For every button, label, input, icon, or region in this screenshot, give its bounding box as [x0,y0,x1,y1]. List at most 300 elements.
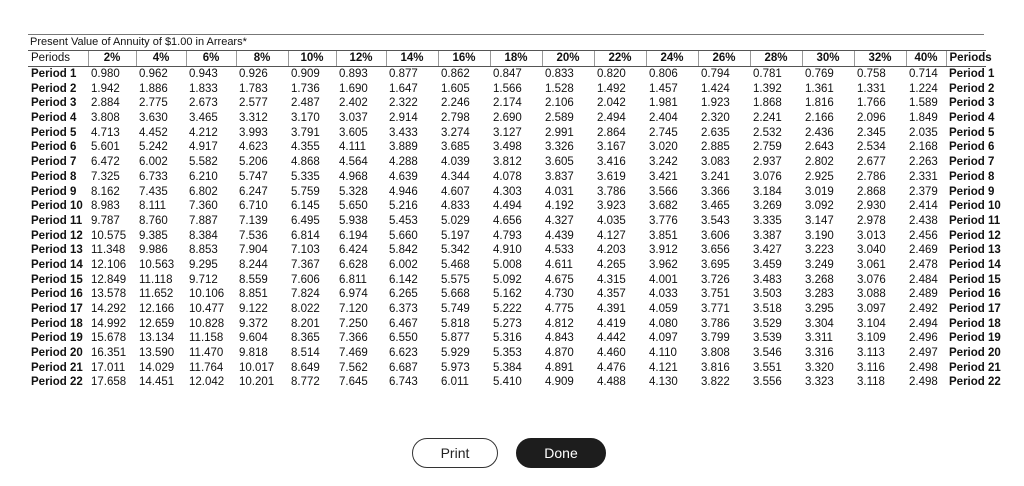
column-header-rate: 8% [236,51,288,67]
table-cell: 2.166 [805,112,834,125]
table-cell: 3.465 [189,112,218,125]
table-row [28,96,986,111]
table-cell: 5.328 [339,185,368,198]
table-cell: 7.360 [189,200,218,213]
row-label-left: Period 18 [31,317,83,330]
table-cell: 2.484 [909,273,938,286]
table-cell: 5.575 [441,273,470,286]
table-cell: 4.870 [545,347,574,360]
row-label-left: Period 14 [31,258,83,271]
table-cell: 3.630 [139,112,168,125]
table-row [28,346,986,361]
table-row [28,302,986,317]
row-label-right: Period 2 [949,82,995,95]
table-cell: 3.116 [857,361,885,374]
table-cell: 8.772 [291,376,320,389]
table-cell: 3.786 [597,185,626,198]
table-cell: 6.002 [389,258,418,271]
table-cell: 4.968 [339,170,368,183]
table-cell: 2.759 [753,141,782,154]
table-cell: 4.452 [139,126,168,139]
row-label-left: Period 17 [31,303,83,316]
table-cell: 6.265 [389,288,418,301]
table-cell: 2.402 [339,97,368,110]
row-label-right: Period 3 [949,97,995,110]
table-cell: 17.658 [91,376,127,389]
table-cell: 2.864 [597,126,626,139]
table-row [28,155,986,170]
table-cell: 14.292 [91,303,127,316]
table-cell: 3.242 [649,156,678,169]
column-header-rate: 6% [186,51,236,67]
column-header-rate: 14% [386,51,438,67]
table-cell: 3.551 [753,361,782,374]
table-cell: 14.992 [91,317,127,330]
table-cell: 3.556 [753,376,782,389]
row-label-right: Period 4 [949,112,995,125]
table-cell: 5.410 [493,376,522,389]
table-cell: 0.847 [493,68,522,81]
table-cell: 3.326 [545,141,574,154]
table-body [28,66,1001,390]
row-label-right: Period 15 [949,273,1001,286]
table-cell: 3.020 [649,141,678,154]
table-cell: 4.442 [597,332,626,345]
table-cell: 4.039 [441,156,470,169]
table-cell: 3.249 [805,258,834,271]
table-cell: 4.288 [389,156,418,169]
row-label-left: Period 9 [31,185,77,198]
table-cell: 3.808 [701,347,730,360]
table-cell: 9.295 [189,258,218,271]
row-label-left: Period 20 [31,347,83,360]
table-cell: 1.392 [753,82,782,95]
table-cell: 2.690 [493,112,522,125]
table-cell: 4.203 [597,244,626,257]
table-cell: 2.096 [857,112,886,125]
row-label-right: Period 18 [949,317,1001,330]
table-cell: 3.812 [493,156,522,169]
table-cell: 5.216 [389,200,418,213]
table-cell: 7.645 [339,376,368,389]
table-cell: 4.564 [339,156,368,169]
table-cell: 1.886 [139,82,168,95]
table-cell: 2.534 [857,141,886,154]
table-cell: 9.385 [139,229,168,242]
table-cell: 2.786 [857,170,886,183]
table-cell: 7.103 [291,244,320,257]
table-cell: 2.331 [909,170,938,183]
row-label-right: Period 8 [949,170,995,183]
table-cell: 2.436 [805,126,834,139]
table-cell: 2.745 [649,126,678,139]
table-cell: 1.766 [857,97,886,110]
table-cell: 1.736 [291,82,320,95]
table-cell: 4.315 [597,273,626,286]
table-cell: 8.853 [189,244,218,257]
table-cell: 4.812 [545,317,574,330]
table-cell: 0.943 [189,68,218,81]
table-caption: Present Value of Annuity of $1.00 in Arrears* [28,34,984,50]
table-cell: 0.769 [805,68,834,81]
table-cell: 9.787 [91,214,120,227]
table-cell: 3.808 [91,112,120,125]
table-cell: 3.695 [701,258,730,271]
table-cell: 3.037 [339,112,368,125]
row-label-left: Period 8 [31,170,77,183]
table-cell: 2.469 [909,244,938,257]
table-cell: 5.842 [389,244,418,257]
table-cell: 7.887 [189,214,218,227]
table-cell: 3.791 [291,126,320,139]
table-cell: 3.147 [805,214,834,227]
table-cell: 4.033 [649,288,678,301]
table-cell: 3.771 [701,303,730,316]
table-cell: 3.606 [701,229,730,242]
table-cell: 5.601 [91,141,120,154]
table-cell: 11.652 [139,288,174,301]
table-cell: 4.533 [545,244,574,257]
print-button[interactable]: Print [412,438,498,468]
table-cell: 0.781 [753,68,782,81]
row-label-left: Period 7 [31,156,77,169]
table-cell: 3.962 [649,258,678,271]
table-cell: 11.470 [189,347,224,360]
table-cell: 3.170 [291,112,320,125]
table-cell: 10.017 [239,361,275,374]
table-cell: 5.342 [441,244,470,257]
table-cell: 1.424 [701,82,730,95]
table-cell: 1.783 [239,82,268,95]
table-cell: 3.566 [649,185,678,198]
table-cell: 4.192 [545,200,574,213]
table-cell: 4.917 [189,141,218,154]
table-cell: 8.365 [291,332,320,345]
row-label-left: Period 1 [31,68,77,81]
table-row [28,258,986,273]
column-header-rate: 2% [88,51,136,67]
table-cell: 1.361 [805,82,834,95]
table-row [28,214,986,229]
table-cell: 2.884 [91,97,120,110]
table-cell: 1.833 [189,82,218,95]
table-cell: 5.242 [139,141,168,154]
row-label-right: Period 19 [949,332,1001,345]
row-label-left: Period 15 [31,273,83,286]
column-header-rate: 28% [750,51,802,67]
table-cell: 3.311 [805,332,833,345]
table-cell: 3.304 [805,317,834,330]
table-cell: 5.877 [441,332,470,345]
table-cell: 3.076 [753,170,782,183]
table-cell: 6.210 [189,170,218,183]
table-cell: 2.868 [857,185,886,198]
table-cell: 4.031 [545,185,574,198]
table-cell: 5.162 [493,288,522,301]
table-cell: 3.184 [753,185,782,198]
table-cell: 4.080 [649,317,678,330]
row-label-left: Period 2 [31,82,77,95]
table-cell: 4.946 [389,185,418,198]
table-cell: 7.367 [291,258,320,271]
table-cell: 0.820 [597,68,626,81]
table-cell: 4.891 [545,361,574,374]
table-cell: 3.241 [701,170,730,183]
table-cell: 3.605 [545,156,574,169]
table-cell: 5.749 [441,303,470,316]
row-label-left: Period 22 [31,376,83,389]
row-label-right: Period 14 [949,258,1001,271]
table-header-row [28,51,986,67]
table-cell: 2.345 [857,126,886,139]
table-cell: 10.477 [189,303,225,316]
table-cell: 2.379 [909,185,938,198]
table-row [28,199,986,214]
table-cell: 7.325 [91,170,120,183]
table-cell: 1.816 [805,97,834,110]
table-cell: 3.546 [753,347,782,360]
table-cell: 2.643 [805,141,834,154]
table-cell: 10.563 [139,258,175,271]
table-cell: 2.263 [909,156,938,169]
table-cell: 2.978 [857,214,886,227]
row-label-right: Period 7 [949,156,995,169]
table-cell: 2.925 [805,170,834,183]
table-cell: 3.274 [441,126,470,139]
table-cell: 4.097 [649,332,678,345]
table-cell: 2.914 [389,112,418,125]
table-cell: 10.106 [189,288,225,301]
present-value-annuity-table [28,50,1001,390]
table-cell: 9.712 [189,273,218,286]
table-cell: 6.472 [91,156,120,169]
table-row [28,360,986,375]
table-cell: 7.824 [291,288,320,301]
table-cell: 6.811 [339,273,367,286]
table-cell: 2.991 [545,126,574,139]
table-cell: 5.453 [389,214,418,227]
table-cell: 3.427 [753,244,782,257]
table-cell: 2.589 [545,112,574,125]
table-cell: 2.168 [909,141,938,154]
table-cell: 17.011 [91,361,126,374]
table-cell: 4.713 [91,126,120,139]
table-cell: 0.962 [139,68,168,81]
table-cell: 8.384 [189,229,218,242]
row-label-right: Period 10 [949,200,1001,213]
table-cell: 6.687 [389,361,418,374]
table-cell: 4.212 [189,126,218,139]
table-cell: 11.348 [91,244,126,257]
table-row [28,125,986,140]
table-cell: 6.467 [389,317,418,330]
table-cell: 5.582 [189,156,218,169]
column-header-rate: 20% [542,51,594,67]
column-header-rate: 16% [438,51,490,67]
row-label-left: Period 13 [31,244,83,257]
table-cell: 2.673 [189,97,218,110]
table-cell: 4.303 [493,185,522,198]
table-cell: 2.174 [493,97,522,110]
table-cell: 4.488 [597,376,626,389]
table-cell: 3.295 [805,303,834,316]
table-cell: 6.710 [239,200,268,213]
table-cell: 0.833 [545,68,574,81]
table-cell: 5.929 [441,347,470,360]
table-cell: 2.492 [909,303,938,316]
table-cell: 3.465 [701,200,730,213]
table-cell: 8.022 [291,303,320,316]
table-cell: 0.877 [389,68,418,81]
row-label-left: Period 12 [31,229,83,242]
table-cell: 4.111 [339,141,367,154]
table-cell: 3.889 [389,141,418,154]
table-cell: 9.122 [239,303,268,316]
table-cell: 3.416 [597,156,626,169]
table-cell: 8.760 [139,214,168,227]
row-label-right: Period 21 [949,361,1001,374]
table-cell: 1.981 [649,97,678,110]
table-cell: 4.327 [545,214,574,227]
table-cell: 9.372 [239,317,268,330]
table-cell: 5.273 [493,317,522,330]
table-cell: 4.775 [545,303,574,316]
dialog-footer [0,430,1024,478]
table-cell: 4.675 [545,273,574,286]
table-cell: 2.494 [909,317,938,330]
table-cell: 0.980 [91,68,120,81]
table-cell: 8.201 [291,317,320,330]
table-row [28,375,986,390]
table-cell: 8.162 [91,185,120,198]
table-cell: 3.816 [701,361,730,374]
table-cell: 2.577 [239,97,268,110]
table-cell: 5.468 [441,258,470,271]
table-cell: 2.106 [545,97,574,110]
table-cell: 5.029 [441,214,470,227]
table-cell: 8.244 [239,258,268,271]
table-cell: 1.647 [389,82,418,95]
table-cell: 3.088 [857,288,886,301]
table-cell: 2.241 [753,112,782,125]
table-cell: 2.042 [597,97,626,110]
row-label-left: Period 16 [31,288,83,301]
table-cell: 1.331 [857,82,886,95]
row-label-right: Period 20 [949,347,1001,360]
row-label-right: Period 11 [949,214,1001,227]
table-cell: 13.134 [139,332,175,345]
row-label-left: Period 3 [31,97,77,110]
row-label-right: Period 13 [949,244,1001,257]
table-row [28,184,986,199]
table-cell: 3.223 [805,244,834,257]
table-cell: 4.035 [597,214,626,227]
table-cell: 11.118 [139,273,173,286]
table-cell: 6.814 [291,229,320,242]
table-cell: 4.910 [493,244,522,257]
table-cell: 5.668 [441,288,470,301]
table-cell: 15.678 [91,332,127,345]
table-cell: 2.775 [139,97,168,110]
table-cell: 3.656 [701,244,730,257]
table-cell: 1.589 [909,97,938,110]
table-row [28,287,986,302]
table-cell: 3.190 [805,229,834,242]
row-label-right: Period 5 [949,126,995,139]
table-row [28,228,986,243]
column-header-rate: 26% [698,51,750,67]
table-cell: 2.930 [857,200,886,213]
row-label-right: Period 6 [949,141,995,154]
table-cell: 10.828 [189,317,225,330]
table-cell: 4.001 [649,273,678,286]
table-cell: 6.002 [139,156,168,169]
table-cell: 14.029 [139,361,175,374]
table-cell: 1.224 [909,82,938,95]
table-cell: 4.110 [649,347,677,360]
column-header-periods: Periods [28,51,88,67]
table-cell: 0.794 [701,68,730,81]
table-cell: 9.818 [239,347,268,360]
table-cell: 3.539 [753,332,782,345]
table-cell: 3.682 [649,200,678,213]
annuity-table-panel[interactable] [28,34,1001,391]
table-cell: 4.623 [239,141,268,154]
table-cell: 12.042 [189,376,225,389]
table-cell: 3.726 [701,273,730,286]
table-cell: 3.529 [753,317,782,330]
table-cell: 0.926 [239,68,268,81]
table-cell: 2.885 [701,141,730,154]
table-cell: 4.843 [545,332,574,345]
row-label-right: Period 1 [949,68,995,81]
table-cell: 3.127 [493,126,522,139]
table-cell: 7.469 [339,347,368,360]
table-cell: 2.478 [909,258,938,271]
table-cell: 2.532 [753,126,782,139]
table-cell: 11.158 [189,332,224,345]
table-cell: 3.109 [857,332,886,345]
table-cell: 4.656 [493,214,522,227]
table-cell: 2.438 [909,214,938,227]
table-cell: 4.059 [649,303,678,316]
column-header-periods: Periods [946,51,986,67]
table-cell: 3.268 [805,273,834,286]
table-row [28,272,986,287]
table-cell: 6.623 [389,347,418,360]
row-label-right: Period 12 [949,229,1001,242]
table-cell: 3.083 [701,156,730,169]
row-label-right: Period 16 [949,288,1001,301]
row-label-left: Period 19 [31,332,83,345]
table-cell: 3.619 [597,170,626,183]
table-cell: 3.097 [857,303,886,316]
done-button[interactable]: Done [516,438,606,468]
table-cell: 2.498 [909,376,938,389]
table-cell: 3.605 [339,126,368,139]
table-cell: 4.868 [291,156,320,169]
table-cell: 8.851 [239,288,268,301]
table-cell: 6.733 [139,170,168,183]
row-label-right: Period 17 [949,303,1001,316]
table-cell: 2.404 [649,112,678,125]
row-label-left: Period 21 [31,361,83,374]
table-cell: 0.893 [339,68,368,81]
table-cell: 0.714 [909,68,938,81]
table-cell: 4.730 [545,288,574,301]
table-cell: 5.384 [493,361,522,374]
table-cell: 5.973 [441,361,470,374]
